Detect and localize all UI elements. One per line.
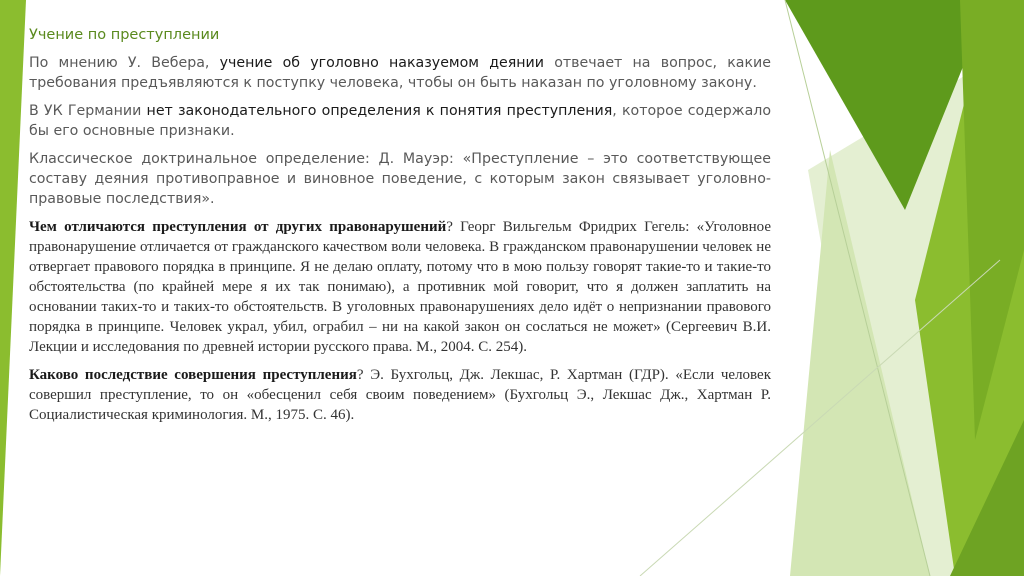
paragraph-hegel: Чем отличаются преступления от других правонарушений? Георг Вильгельм Фридрих Гегель: «Уголовное правонарушение отличается от гражданского качеством воли человека. В гражданском правонарушении человек не отвергает правового порядка в принципе. Я не делаю оплату, потому что в мою пользу говорят такие-то и такие-то обстоятельства (по крайней мере я их так понимаю), а противник мой говорит, что я должен заплатить на основании таких-то и таких-то обстоятельств. В уголовных правонарушениях дело идёт о непризнании правового порядка в принципе. Человек украл, убил, ограбил – ни на какой закон он сослаться не может» (Сергеевич В.И. Лекции и исследования по древней истории русского права. М., 2004. С. 254). (29, 219, 771, 355)
paragraph-buchholz: Каково последствие совершения преступления? Э. Бухгольц, Дж. Лекшас, Р. Хартман (ГДР). «Если человек совершил преступление, то он «обесценил себя своим поведением» (Бухгольц Э., Лекшас Дж., Хартман Р. Социалистическая криминология. М., 1975. С. 46). (29, 367, 771, 423)
uk-germany-highlight: нет законодательного определения к понятия преступления (146, 103, 613, 119)
left-green-triangle (0, 0, 26, 576)
paragraph-mauer-definition: Классическое доктринальное определение: Д. Мауэр: «Преступление – это соответствующее составу деяния противоправное и виновное поведение, с которым закон связывает уголовно-правовые последствия». (29, 151, 771, 207)
slide-title: Учение по преступлении (29, 27, 220, 43)
slide-content (29, 22, 771, 433)
paragraph-weber: По мнению У. Вебера, учение об уголовно наказуемом деянии отвечает на вопрос, какие требования предъявляются к поступку человека, чтобы он быть наказан по уголовному закону. (29, 55, 772, 91)
hegel-question: Чем отличаются преступления от других правонарушений (29, 219, 447, 235)
weber-highlight: учение об уголовно наказуемом деянии (219, 55, 545, 71)
consequence-question: Каково последствие совершения преступления (29, 367, 357, 383)
paragraph-uk-germany: В УК Германии нет законодательного определения к понятия преступления, которое содержало бы его основные признаки. (29, 103, 772, 139)
